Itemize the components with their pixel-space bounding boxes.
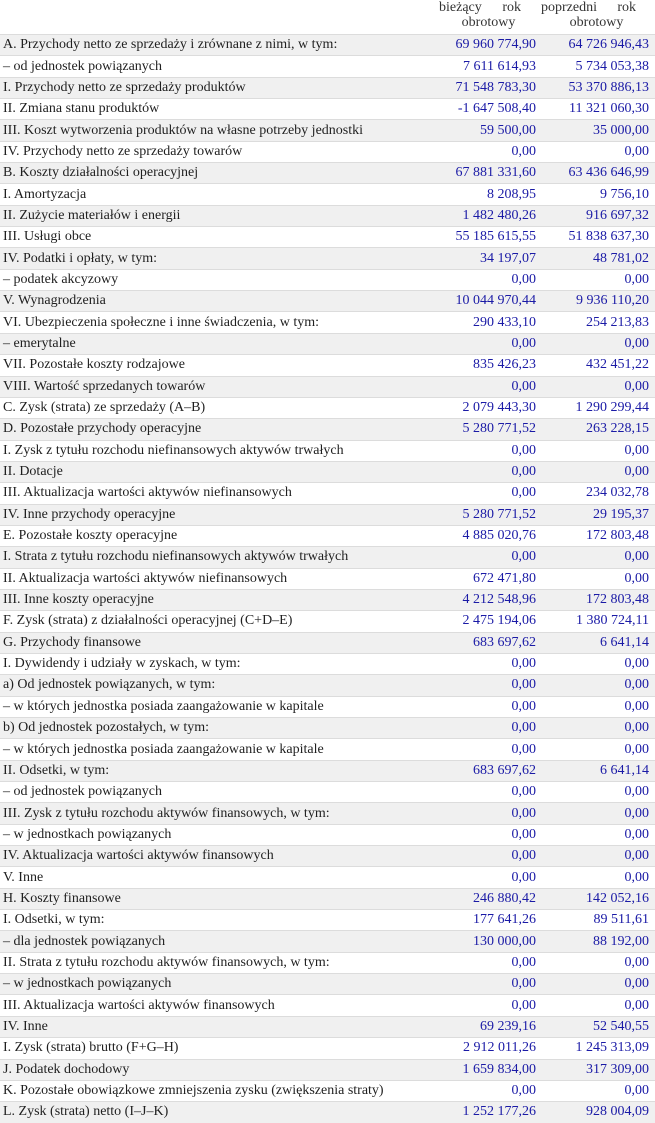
table-row (0, 589, 655, 610)
table-row (0, 312, 655, 333)
row-current-year-value: 5 280 771,52 (439, 504, 541, 525)
row-label: C. Zysk (strata) ze sprzedaży (A–B) (0, 397, 439, 418)
row-current-year-value: 69 239,16 (439, 1016, 541, 1037)
row-previous-year-value: 9 756,10 (541, 184, 655, 205)
row-previous-year-value: 432 451,22 (541, 355, 655, 376)
table-row (0, 483, 655, 504)
row-current-year-value: 0,00 (439, 333, 541, 354)
table-row (0, 184, 655, 205)
row-label: F. Zysk (strata) z działalności operacyjnej (C+D–E) (0, 611, 439, 632)
row-label: I. Strata z tytułu rozchodu niefinansowych aktywów trwałych (0, 547, 439, 568)
row-previous-year-value: 142 052,16 (541, 888, 655, 909)
row-current-year-value: 0,00 (439, 803, 541, 824)
row-label: III. Koszt wytworzenia produktów na własne potrzeby jednostki (0, 120, 439, 141)
row-previous-year-value: 63 436 646,99 (541, 163, 655, 184)
table-row (0, 1059, 655, 1080)
row-label: V. Wynagrodzenia (0, 291, 439, 312)
row-current-year-value: 0,00 (439, 461, 541, 482)
row-previous-year-value: 52 540,55 (541, 1016, 655, 1037)
row-current-year-value: 2 912 011,26 (439, 1038, 541, 1059)
table-row (0, 525, 655, 546)
row-previous-year-value: 9 936 110,20 (541, 291, 655, 312)
row-current-year-value: 0,00 (439, 675, 541, 696)
row-previous-year-value: 11 321 060,30 (541, 99, 655, 120)
table-row (0, 632, 655, 653)
row-current-year-value: 2 475 194,06 (439, 611, 541, 632)
table-row (0, 99, 655, 120)
table-row (0, 760, 655, 781)
header-current-year-line1: bieżący rok (439, 0, 521, 15)
row-previous-year-value: 0,00 (541, 1080, 655, 1101)
table-row (0, 931, 655, 952)
row-label: I. Dywidendy i udziały w zyskach, w tym: (0, 653, 439, 674)
table-row (0, 653, 655, 674)
row-label: IV. Inne (0, 1016, 439, 1037)
row-label: III. Inne koszty operacyjne (0, 589, 439, 610)
row-current-year-value: 0,00 (439, 718, 541, 739)
header-previous-year-line2: obrotowy (569, 15, 624, 30)
row-current-year-value: 59 500,00 (439, 120, 541, 141)
row-label: II. Zmiana stanu produktów (0, 99, 439, 120)
table-row (0, 675, 655, 696)
row-previous-year-value: 254 213,83 (541, 312, 655, 333)
row-label: D. Pozostałe przychody operacyjne (0, 419, 439, 440)
row-label: I. Amortyzacja (0, 184, 439, 205)
row-previous-year-value: 0,00 (541, 782, 655, 803)
table-row (0, 547, 655, 568)
row-previous-year-value: 5 734 053,38 (541, 56, 655, 77)
row-current-year-value: 672 471,80 (439, 568, 541, 589)
row-current-year-value: 683 697,62 (439, 632, 541, 653)
row-label: – podatek akcyzowy (0, 269, 439, 290)
row-current-year-value: 0,00 (439, 1080, 541, 1101)
row-current-year-value: 683 697,62 (439, 760, 541, 781)
row-current-year-value: 0,00 (439, 376, 541, 397)
table-row (0, 419, 655, 440)
table-row (0, 35, 655, 56)
row-label: III. Usługi obce (0, 227, 439, 248)
row-current-year-value: 4 885 020,76 (439, 525, 541, 546)
row-label: – w których jednostka posiada zaangażowanie w kapitale (0, 696, 439, 717)
row-label: I. Zysk (strata) brutto (F+G–H) (0, 1038, 439, 1059)
row-previous-year-value: 263 228,15 (541, 419, 655, 440)
row-label: K. Pozostałe obowiązkowe zmniejszenia zysku (zwiększenia straty) (0, 1080, 439, 1101)
row-previous-year-value: 172 803,48 (541, 525, 655, 546)
row-current-year-value: 0,00 (439, 867, 541, 888)
table-row (0, 995, 655, 1016)
row-current-year-value: 69 960 774,90 (439, 35, 541, 56)
table-row (0, 163, 655, 184)
row-previous-year-value: 0,00 (541, 141, 655, 162)
row-previous-year-value: 0,00 (541, 803, 655, 824)
row-label: II. Dotacje (0, 461, 439, 482)
row-label: b) Od jednostek pozostałych, w tym: (0, 718, 439, 739)
row-previous-year-value: 35 000,00 (541, 120, 655, 141)
row-label: I. Odsetki, w tym: (0, 910, 439, 931)
table-row (0, 867, 655, 888)
table-row (0, 269, 655, 290)
row-current-year-value: -1 647 508,40 (439, 99, 541, 120)
row-label: V. Inne (0, 867, 439, 888)
table-row (0, 824, 655, 845)
table-row (0, 397, 655, 418)
table-row (0, 888, 655, 909)
header-label-column (0, 0, 439, 35)
row-label: A. Przychody netto ze sprzedaży i zrównane z nimi, w tym: (0, 35, 439, 56)
row-label: H. Koszty finansowe (0, 888, 439, 909)
row-current-year-value: 55 185 615,55 (439, 227, 541, 248)
table-row (0, 291, 655, 312)
header-previous-year-line1: poprzedni rok (541, 0, 636, 15)
row-current-year-value: 4 212 548,96 (439, 589, 541, 610)
row-label: VII. Pozostałe koszty rodzajowe (0, 355, 439, 376)
row-label: – w jednostkach powiązanych (0, 824, 439, 845)
row-current-year-value: 5 280 771,52 (439, 419, 541, 440)
row-previous-year-value: 0,00 (541, 333, 655, 354)
row-previous-year-value: 6 641,14 (541, 632, 655, 653)
row-current-year-value: 0,00 (439, 846, 541, 867)
row-label: a) Od jednostek powiązanych, w tym: (0, 675, 439, 696)
table-row (0, 205, 655, 226)
row-previous-year-value: 0,00 (541, 547, 655, 568)
row-label: IV. Aktualizacja wartości aktywów finansowych (0, 846, 439, 867)
table-row (0, 461, 655, 482)
row-label: – emerytalne (0, 333, 439, 354)
table-row (0, 376, 655, 397)
row-previous-year-value: 1 290 299,44 (541, 397, 655, 418)
table-row (0, 739, 655, 760)
row-previous-year-value: 1 245 313,09 (541, 1038, 655, 1059)
row-previous-year-value: 1 380 724,11 (541, 611, 655, 632)
row-label: IV. Przychody netto ze sprzedaży towarów (0, 141, 439, 162)
row-label: – dla jednostek powiązanych (0, 931, 439, 952)
row-current-year-value: 0,00 (439, 995, 541, 1016)
row-current-year-value: 0,00 (439, 739, 541, 760)
row-previous-year-value: 51 838 637,30 (541, 227, 655, 248)
row-previous-year-value: 0,00 (541, 718, 655, 739)
row-previous-year-value: 916 697,32 (541, 205, 655, 226)
row-previous-year-value: 29 195,37 (541, 504, 655, 525)
row-previous-year-value: 0,00 (541, 675, 655, 696)
table-row (0, 1016, 655, 1037)
row-current-year-value: 0,00 (439, 782, 541, 803)
table-row (0, 1038, 655, 1059)
row-current-year-value: 0,00 (439, 483, 541, 504)
header-current-year (439, 0, 541, 35)
row-current-year-value: 0,00 (439, 974, 541, 995)
row-previous-year-value: 234 032,78 (541, 483, 655, 504)
row-current-year-value: 0,00 (439, 269, 541, 290)
header-current-year-line2: obrotowy (461, 15, 516, 30)
row-current-year-value: 67 881 331,60 (439, 163, 541, 184)
table-row (0, 846, 655, 867)
row-previous-year-value: 0,00 (541, 867, 655, 888)
row-current-year-value: 71 548 783,30 (439, 77, 541, 98)
row-label: VI. Ubezpieczenia społeczne i inne świadczenia, w tym: (0, 312, 439, 333)
row-current-year-value: 10 044 970,44 (439, 291, 541, 312)
row-previous-year-value: 0,00 (541, 440, 655, 461)
table-row (0, 355, 655, 376)
row-label: II. Strata z tytułu rozchodu aktywów finansowych, w tym: (0, 952, 439, 973)
table-row (0, 1102, 655, 1123)
row-current-year-value: 0,00 (439, 696, 541, 717)
row-current-year-value: 0,00 (439, 824, 541, 845)
table-row (0, 333, 655, 354)
row-previous-year-value: 928 004,09 (541, 1102, 655, 1123)
table-row (0, 974, 655, 995)
row-previous-year-value: 0,00 (541, 846, 655, 867)
row-previous-year-value: 0,00 (541, 269, 655, 290)
row-current-year-value: 290 433,10 (439, 312, 541, 333)
row-label: III. Aktualizacja wartości aktywów finansowych (0, 995, 439, 1016)
row-previous-year-value: 89 511,61 (541, 910, 655, 931)
row-label: I. Zysk z tytułu rozchodu niefinansowych aktywów trwałych (0, 440, 439, 461)
row-current-year-value: 1 482 480,26 (439, 205, 541, 226)
row-label: I. Przychody netto ze sprzedaży produktów (0, 77, 439, 98)
table-row (0, 227, 655, 248)
row-current-year-value: 1 252 177,26 (439, 1102, 541, 1123)
table-row (0, 440, 655, 461)
row-current-year-value: 8 208,95 (439, 184, 541, 205)
table-row (0, 504, 655, 525)
row-label: II. Odsetki, w tym: (0, 760, 439, 781)
table-row (0, 611, 655, 632)
row-label: IV. Inne przychody operacyjne (0, 504, 439, 525)
row-current-year-value: 246 880,42 (439, 888, 541, 909)
row-current-year-value: 835 426,23 (439, 355, 541, 376)
row-label: E. Pozostałe koszty operacyjne (0, 525, 439, 546)
table-row (0, 782, 655, 803)
table-row (0, 803, 655, 824)
row-label: – w których jednostka posiada zaangażowanie w kapitale (0, 739, 439, 760)
row-label: III. Zysk z tytułu rozchodu aktywów finansowych, w tym: (0, 803, 439, 824)
row-previous-year-value: 0,00 (541, 995, 655, 1016)
row-label: – od jednostek powiązanych (0, 56, 439, 77)
row-current-year-value: 0,00 (439, 440, 541, 461)
table-row (0, 56, 655, 77)
row-label: G. Przychody finansowe (0, 632, 439, 653)
row-current-year-value: 130 000,00 (439, 931, 541, 952)
row-previous-year-value: 88 192,00 (541, 931, 655, 952)
row-current-year-value: 1 659 834,00 (439, 1059, 541, 1080)
row-label: VIII. Wartość sprzedanych towarów (0, 376, 439, 397)
table-row (0, 568, 655, 589)
header-previous-year (541, 0, 655, 35)
row-label: J. Podatek dochodowy (0, 1059, 439, 1080)
table-row (0, 1080, 655, 1101)
row-label: – w jednostkach powiązanych (0, 974, 439, 995)
row-previous-year-value: 64 726 946,43 (541, 35, 655, 56)
table-row (0, 77, 655, 98)
row-current-year-value: 2 079 443,30 (439, 397, 541, 418)
row-previous-year-value: 48 781,02 (541, 248, 655, 269)
table-row (0, 120, 655, 141)
table-row (0, 910, 655, 931)
row-label: II. Zużycie materiałów i energii (0, 205, 439, 226)
row-current-year-value: 0,00 (439, 653, 541, 674)
row-previous-year-value: 0,00 (541, 461, 655, 482)
row-current-year-value: 0,00 (439, 547, 541, 568)
row-label: II. Aktualizacja wartości aktywów niefinansowych (0, 568, 439, 589)
row-label: – od jednostek powiązanych (0, 782, 439, 803)
row-label: IV. Podatki i opłaty, w tym: (0, 248, 439, 269)
row-previous-year-value: 0,00 (541, 974, 655, 995)
row-previous-year-value: 0,00 (541, 824, 655, 845)
row-current-year-value: 7 611 614,93 (439, 56, 541, 77)
row-previous-year-value: 317 309,00 (541, 1059, 655, 1080)
row-current-year-value: 177 641,26 (439, 910, 541, 931)
table-row (0, 696, 655, 717)
row-current-year-value: 34 197,07 (439, 248, 541, 269)
row-previous-year-value: 0,00 (541, 568, 655, 589)
row-label: B. Koszty działalności operacyjnej (0, 163, 439, 184)
row-label: III. Aktualizacja wartości aktywów niefinansowych (0, 483, 439, 504)
row-previous-year-value: 6 641,14 (541, 760, 655, 781)
table-header-row (0, 0, 655, 35)
table-row (0, 952, 655, 973)
row-previous-year-value: 0,00 (541, 696, 655, 717)
row-previous-year-value: 0,00 (541, 952, 655, 973)
row-previous-year-value: 0,00 (541, 376, 655, 397)
table-row (0, 718, 655, 739)
row-previous-year-value: 172 803,48 (541, 589, 655, 610)
table-row (0, 141, 655, 162)
row-current-year-value: 0,00 (439, 141, 541, 162)
row-current-year-value: 0,00 (439, 952, 541, 973)
row-previous-year-value: 53 370 886,13 (541, 77, 655, 98)
table-row (0, 248, 655, 269)
row-previous-year-value: 0,00 (541, 653, 655, 674)
row-label: L. Zysk (strata) netto (I–J–K) (0, 1102, 439, 1123)
row-previous-year-value: 0,00 (541, 739, 655, 760)
table-body (0, 35, 655, 1123)
